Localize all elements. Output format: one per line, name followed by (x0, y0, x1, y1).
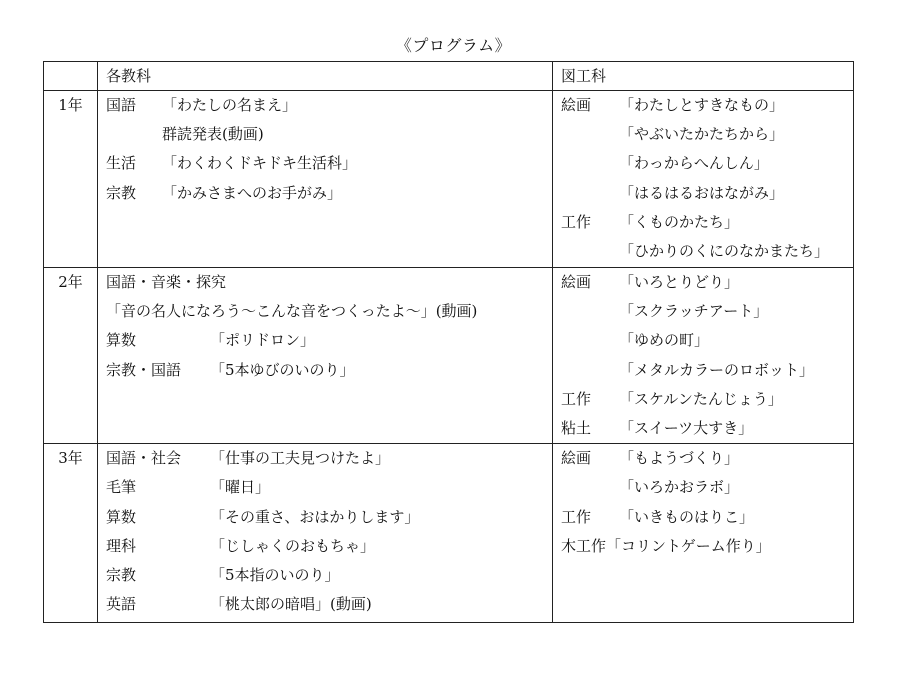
program-title: 「ポリドロン」 (210, 331, 316, 350)
program-item (106, 149, 552, 178)
subject-label (561, 473, 619, 502)
subject-label: 算数 (106, 507, 137, 526)
program-title: 「いろとりどり」 (619, 273, 740, 291)
program-title: 「ひかりのくにのなかまたち」 (619, 241, 830, 260)
program-title: 「いろかおラボ」 (619, 478, 740, 497)
art-subjects-cell (553, 444, 854, 623)
program-title: 国語・音楽・探究 (106, 273, 227, 291)
year-label: 1年 (58, 96, 83, 114)
program-title: 「くものかたち」 (619, 212, 740, 231)
subject-label: 理科 (106, 536, 137, 555)
program-item (106, 590, 552, 619)
general-subjects-cell (98, 444, 553, 623)
program-title: 「やぶいたかたちから」 (619, 125, 785, 144)
program-title: 「はるはるおはながみ」 (619, 183, 785, 202)
program-title: 「5本ゆびのいのり」 (210, 360, 355, 379)
program-title: 「もようづくり」 (619, 449, 740, 468)
year-label: 2年 (58, 273, 83, 291)
program-title: 「かみさまへのお手がみ」 (162, 183, 343, 202)
subject-label: 工作 (561, 212, 592, 231)
program-title: 「音の名人になろう〜こんな音をつくったよ〜」(動画) (106, 302, 478, 321)
subject-label: 生活 (106, 154, 137, 173)
header-year-cell (44, 62, 98, 91)
year-cell (44, 91, 98, 268)
year-cell (44, 268, 98, 444)
program-item (106, 473, 552, 502)
subject-label: 毛筆 (106, 478, 137, 497)
program-item (561, 414, 853, 443)
program-item (561, 356, 853, 385)
program-table (43, 61, 854, 623)
art-subjects-cell (553, 268, 854, 444)
subject-label: 工作 (561, 389, 592, 408)
header-art-cell (553, 62, 854, 91)
program-title: 「じしゃくのおもちゃ」 (210, 536, 376, 555)
program-title: 「メタルカラーのロボット」 (619, 360, 815, 379)
program-item (106, 297, 552, 326)
general-subjects-cell (98, 268, 553, 444)
program-item (561, 149, 853, 178)
program-item (106, 503, 552, 532)
table-header-row (44, 62, 854, 91)
program-item (561, 385, 853, 414)
subject-label: 国語・社会 (106, 449, 182, 468)
subject-label: 英語 (106, 595, 137, 614)
program-item (561, 532, 853, 561)
program-title: 「スイーツ大すき」 (619, 418, 754, 437)
subject-label (561, 237, 619, 266)
program-item (106, 91, 552, 120)
program-item (561, 120, 853, 149)
subject-label (561, 179, 619, 208)
table-row-year-3 (44, 444, 854, 623)
program-item (106, 268, 552, 297)
subject-label: 絵画 (561, 96, 592, 114)
program-title: 「桃太郎の暗唱」(動画) (210, 595, 372, 614)
program-title: 「わっからへんしん」 (619, 154, 769, 173)
program-item (561, 473, 853, 502)
program-title: 「いきものはりこ」 (619, 507, 755, 526)
program-item (561, 208, 853, 237)
year-cell (44, 444, 98, 623)
program-item (106, 532, 552, 561)
program-item (561, 503, 853, 532)
subject-label: 宗教 (106, 183, 137, 202)
program-item (106, 326, 552, 355)
general-subjects-cell (98, 91, 553, 268)
table-row-year-2 (44, 268, 854, 444)
program-item (561, 91, 853, 120)
program-item (561, 237, 853, 266)
program-item (561, 444, 853, 473)
subject-label: 国語 (106, 96, 137, 114)
program-title: 「ゆめの町」 (619, 331, 710, 350)
subject-label (561, 149, 619, 178)
program-item (106, 444, 552, 473)
subject-label: 宗教・国語 (106, 360, 182, 379)
program-item (106, 561, 552, 590)
subject-label (106, 120, 162, 149)
program-item (106, 120, 552, 149)
subject-label: 算数 (106, 331, 137, 350)
program-title: 「スケルンたんじょう」 (619, 389, 783, 408)
page-title: 《プログラム》 (395, 36, 512, 55)
program-title: 「スクラッチアート」 (619, 302, 769, 321)
header-art-label: 図工科 (561, 67, 607, 85)
subject-label: 木工作 (561, 536, 607, 555)
program-title: 群読発表(動画) (162, 125, 264, 144)
program-title: 「わくわくドキドキ生活科」 (162, 154, 358, 173)
subject-label (561, 356, 619, 385)
program-title: 「わたしの名まえ」 (162, 96, 298, 114)
program-item (561, 179, 853, 208)
subject-label: 宗教 (106, 565, 137, 584)
subject-label (561, 326, 619, 355)
program-item (561, 297, 853, 326)
header-general-cell (98, 62, 553, 91)
subject-label (561, 120, 619, 149)
program-item (106, 179, 552, 208)
program-item (561, 268, 853, 297)
program-item (106, 356, 552, 385)
program-title: 「わたしとすきなもの」 (619, 96, 785, 114)
subject-label: 絵画 (561, 273, 592, 291)
subject-label: 粘土 (561, 418, 592, 437)
header-general-label: 各教科 (106, 67, 152, 85)
program-title: 「コリントゲーム作り」 (606, 536, 771, 555)
program-title: 「仕事の工夫見つけたよ」 (210, 449, 391, 468)
subject-label: 工作 (561, 507, 592, 526)
year-label: 3年 (58, 449, 83, 468)
table-row-year-1 (44, 91, 854, 268)
art-subjects-cell (553, 91, 854, 268)
program-title: 「5本指のいのり」 (210, 565, 340, 584)
program-item (561, 326, 853, 355)
subject-label (561, 297, 619, 326)
program-title: 「その重さ、おはかりします」 (210, 507, 420, 526)
program-title: 「曜日」 (210, 478, 271, 497)
subject-label: 絵画 (561, 449, 592, 468)
